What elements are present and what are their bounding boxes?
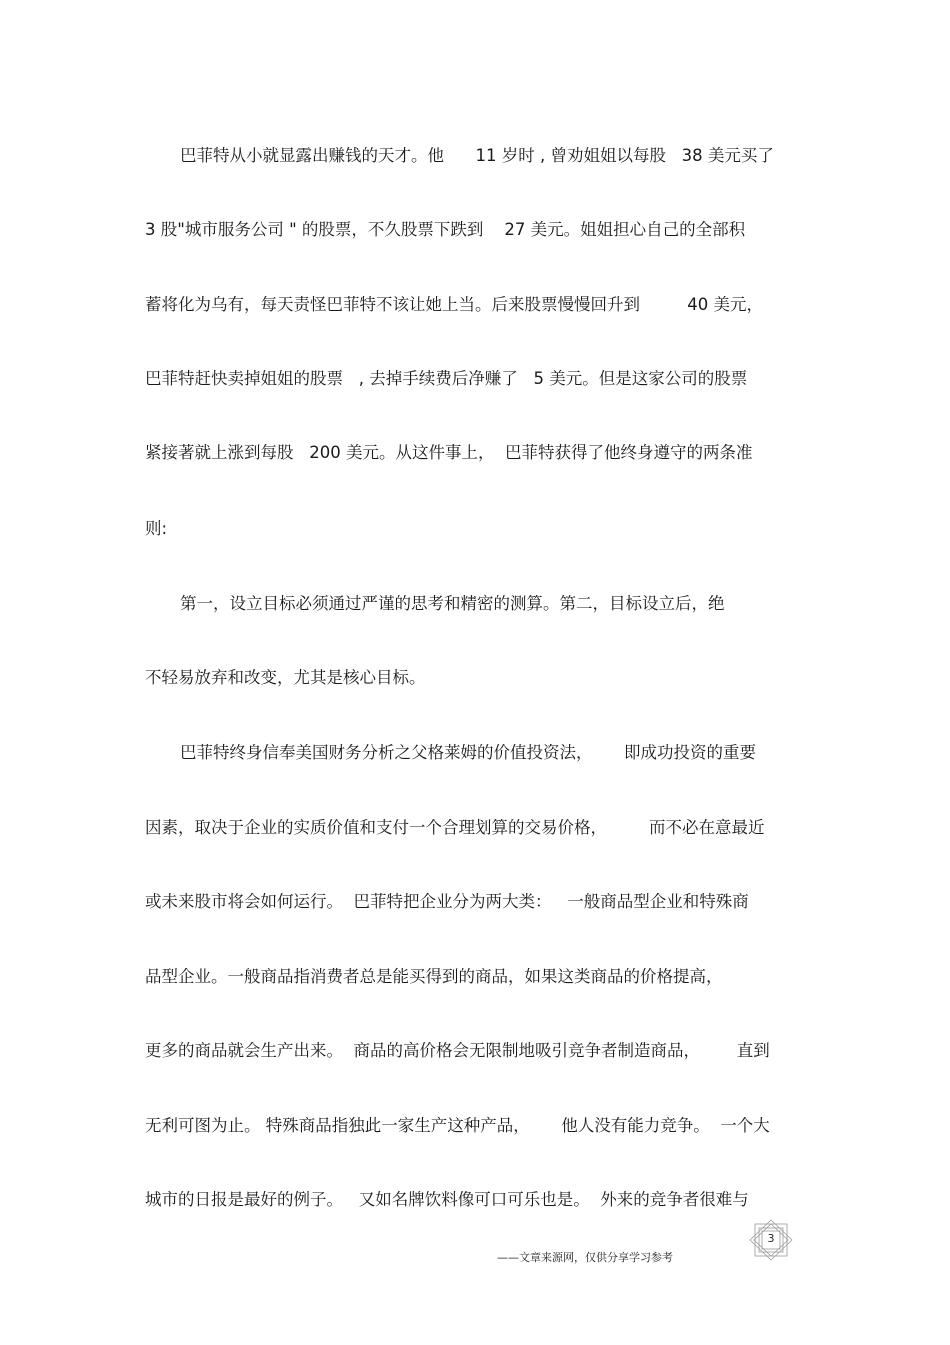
paragraph-line: 3 股"城市服务公司 " 的股票，不久股票下跌到 27 美元。姐姐担心自己的全部积 — [145, 220, 746, 239]
page-number-badge — [748, 1219, 794, 1261]
paragraph-line: 第一，设立目标必须通过严谨的思考和精密的测算。第二，目标设立后，绝 — [180, 594, 725, 613]
paragraph-line: 蓄将化为乌有，每天责怪巴菲特不该让她上当。后来股票慢慢回升到 40 美元， — [145, 295, 763, 314]
paragraph-line: 无利可图为止。 特殊商品指独此一家生产这种产品， 他人没有能力竞争。 一个大 — [145, 1116, 770, 1135]
paragraph-line: 或未来股市将会如何运行。 巴菲特把企业分为两大类： 一般商品型企业和特殊商 — [145, 892, 749, 911]
paragraph-line: 更多的商品就会生产出来。 商品的高价格会无限制地吸引竞争者制造商品， 直到 — [145, 1041, 770, 1060]
paragraph-line: 因素，取决于企业的实质价值和支付一个合理划算的交易价格， 而不必在意最近 — [145, 818, 765, 837]
paragraph-line: 不轻易放弃和改变，尤其是核心目标。 — [145, 668, 426, 687]
paragraph-line: 则: — [145, 519, 168, 538]
paragraph-line: 巴菲特从小就显露出赚钱的天才。他 11 岁时 , 曾劝姐姐以每股 38 美元买了 — [180, 146, 774, 165]
paragraph-line: 品型企业。一般商品指消费者总是能买得到的商品，如果这类商品的价格提高， — [145, 967, 723, 986]
paragraph-line: 紧接著就上涨到每股 200 美元。从这件事上， 巴菲特获得了他终身遵守的两条准 — [145, 443, 753, 462]
page-number: 3 — [767, 1232, 775, 1245]
paragraph-line: 巴菲特赶快卖掉姐姐的股票 , 去掉手续费后净赚了 5 美元。但是这家公司的股票 — [145, 369, 748, 388]
paragraph-line: 城市的日报是最好的例子。 又如名牌饮料像可口可乐也是。 外来的竞争者很难与 — [145, 1190, 749, 1209]
footer-source-note: ——文章来源网，仅供分享学习参考 — [497, 1251, 673, 1264]
paragraph-line: 巴菲特终身信奉美国财务分析之父格莱姆的价值投资法， 即成功投资的重要 — [180, 743, 756, 762]
